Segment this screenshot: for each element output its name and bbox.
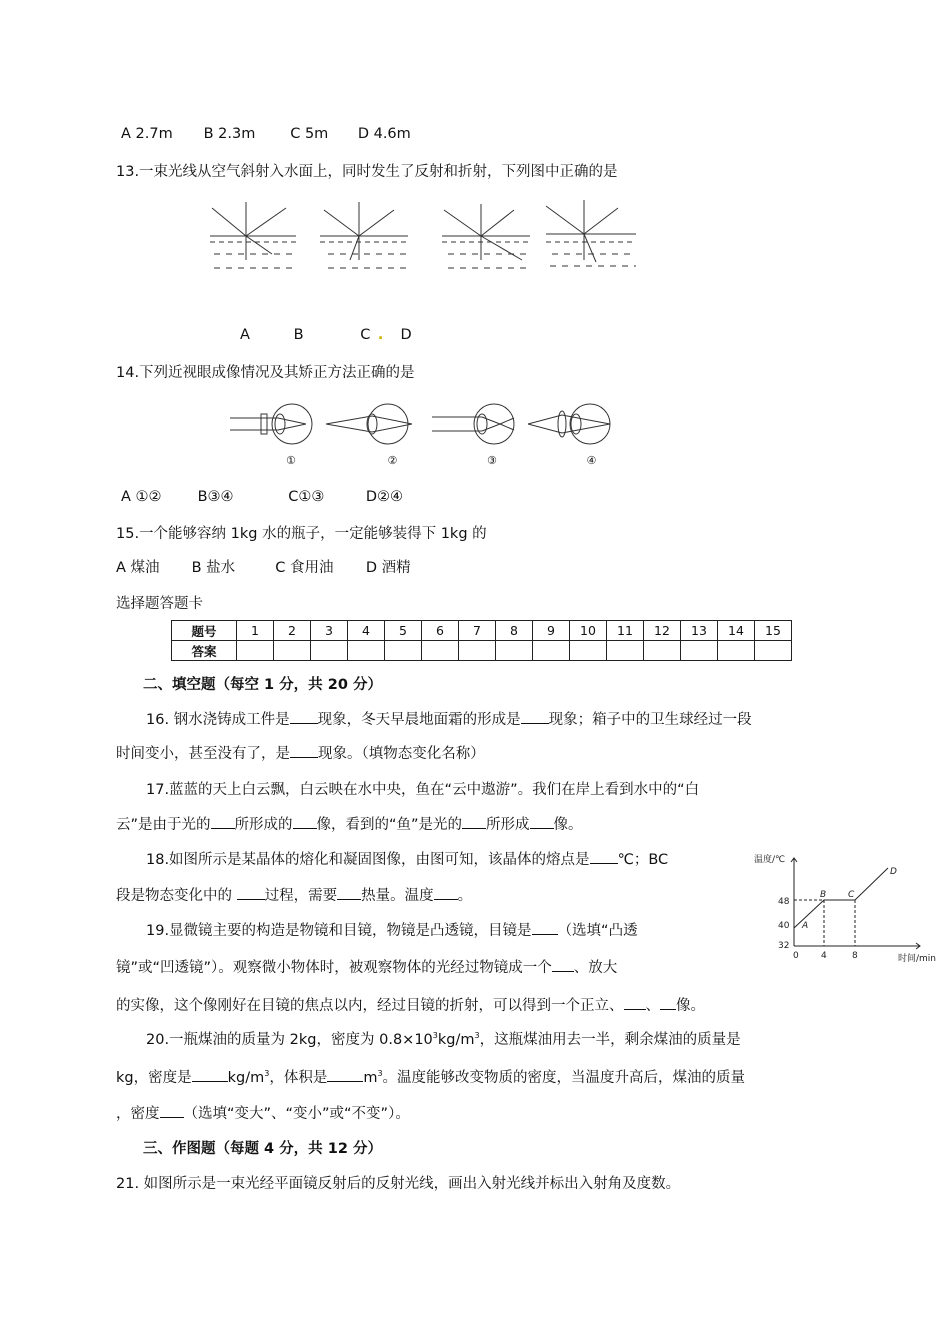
q20-blank-3[interactable] (160, 1103, 184, 1119)
graph-ytick-32: 32 (778, 941, 790, 951)
q16-line2 (116, 742, 485, 763)
q15-options (116, 556, 411, 577)
section2-heading: 二、填空题（每空 1 分，共 20 分） (143, 677, 382, 693)
q18-text-4: 过程，需要 (264, 888, 338, 904)
q16-blank-3[interactable] (290, 743, 318, 759)
q13-label-b: B (293, 327, 304, 343)
q17-blank-1[interactable] (211, 814, 235, 830)
graph-point-b: B (820, 890, 827, 900)
number-cell: 8 (496, 621, 533, 641)
q15-option-a: A 煤油 (116, 560, 160, 576)
q13-figures (200, 198, 650, 278)
q12-option-d: D 4.6m (357, 126, 411, 142)
q21-stem: 21. 如图所示是一束光经平面镜反射后的反射光线，画出入射光线并标出入射角及度数。 (116, 1176, 681, 1192)
q16-text-2: 现象，冬天早晨地面霜的形成是 (317, 712, 521, 728)
number-cell: 4 (348, 621, 385, 641)
q17-line1: 17.蓝蓝的天上白云飘，白云映在水中央，鱼在“云中遨游”。我们在岸上看到水中的“白 (146, 782, 700, 798)
q18-blank-4[interactable] (434, 885, 458, 901)
q18-text-2: ℃；BC (617, 852, 669, 868)
q15-option-d: D 酒精 (365, 560, 411, 576)
graph-ytick-40: 40 (778, 921, 790, 931)
q16-text-5: 现象。（填物态变化名称） (318, 746, 485, 762)
number-cell: 2 (274, 621, 311, 641)
row-header-number: 题号 (172, 621, 237, 641)
q14-option-a: A ①② (121, 489, 162, 505)
q17-blank-4[interactable] (530, 814, 554, 830)
q17-text-2: 所形成的 (234, 817, 293, 833)
q14-option-d: D②④ (365, 489, 403, 505)
answer-cell[interactable] (607, 641, 644, 661)
number-cell: 1 (237, 621, 274, 641)
q19-blank-2[interactable] (552, 957, 574, 973)
q20-text-9: ，密度 (116, 1106, 160, 1122)
q15-stem: 15.一个能够容纳 1kg 水的瓶子，一定能够装得下 1kg 的 (116, 526, 487, 542)
q16-blank-2[interactable] (521, 709, 549, 725)
answer-cell[interactable] (496, 641, 533, 661)
q16-text-4: 时间变小，甚至没有了，是 (116, 746, 290, 762)
row-header-answer: 答案 (172, 641, 237, 661)
q17-blank-3[interactable] (462, 814, 486, 830)
answer-card-answer-row (172, 641, 792, 661)
number-cell: 13 (681, 621, 718, 641)
q14-option-b: B③④ (197, 489, 234, 505)
q14-fig-1: ① (286, 454, 296, 467)
q19-line2 (116, 956, 617, 977)
q17-text-3: 像，看到的“鱼”是光的 (316, 817, 463, 833)
graph-point-d: D (890, 867, 897, 877)
q20-sup-1: 3 (432, 1031, 438, 1041)
answer-card-table (171, 620, 792, 661)
graph-ylabel: 温度/℃ (754, 855, 786, 865)
q20-blank-2[interactable] (327, 1067, 363, 1083)
q20-text-7: m (363, 1070, 378, 1086)
q14-option-c: C①③ (288, 489, 325, 505)
answer-cell[interactable] (718, 641, 755, 661)
q17-text-5: 像。 (553, 817, 583, 833)
answer-cell[interactable] (274, 641, 311, 661)
number-cell: 15 (755, 621, 792, 641)
q12-option-c: C 5m (290, 126, 329, 142)
q18-line1 (146, 848, 668, 869)
q14-options (121, 489, 403, 505)
q14-fig-3: ③ (487, 454, 497, 467)
q13-label-c: C (360, 327, 371, 343)
answer-cell[interactable] (348, 641, 385, 661)
graph-xtick-8: 8 (852, 951, 858, 961)
number-cell: 10 (570, 621, 607, 641)
number-cell: 12 (644, 621, 681, 641)
number-cell: 9 (533, 621, 570, 641)
number-cell: 5 (385, 621, 422, 641)
answer-cell[interactable] (237, 641, 274, 661)
number-cell: 3 (311, 621, 348, 641)
q18-blank-3[interactable] (337, 885, 361, 901)
q12-options (121, 126, 411, 142)
q19-text-5: 的实像，这个像刚好在目镜的焦点以内，经过目镜的折射，可以得到一个正立、 (116, 998, 624, 1014)
q19-text-6: 、 (645, 998, 660, 1014)
answer-cell[interactable] (570, 641, 607, 661)
q14-figure-labels (286, 454, 596, 467)
number-cell: 7 (459, 621, 496, 641)
q20-line2 (116, 1066, 745, 1087)
number-cell: 6 (422, 621, 459, 641)
q18-text-6: 。 (457, 888, 473, 904)
q13-label-d: D (400, 327, 412, 343)
q19-blank-3[interactable] (624, 995, 646, 1011)
answer-cell[interactable] (755, 641, 792, 661)
answer-cell[interactable] (311, 641, 348, 661)
q14-fig-4: ④ (586, 454, 597, 467)
q20-text-3: ，这瓶煤油用去一半，剩余煤油的质量是 (479, 1032, 741, 1048)
q17-text-1: 云”是由于光的 (116, 817, 211, 833)
q19-text-3: 镜”或“凹透镜”）。观察微小物体时，被观察物体的光经过物镜成一个 (116, 960, 552, 976)
answer-card-title: 选择题答题卡 (116, 596, 203, 612)
q16-blank-1[interactable] (290, 709, 318, 725)
q20-sup-2: 3 (474, 1031, 480, 1041)
q19-text-4: 、放大 (573, 960, 618, 976)
q18-text-5: 热量。温度 (361, 888, 434, 904)
q15-option-c: C 食用油 (275, 560, 334, 576)
answer-cell[interactable] (533, 641, 570, 661)
q20-sup-3: 3 (264, 1069, 270, 1079)
q13-stem: 13.一束光线从空气斜射入水面上，同时发生了反射和折射，下列图中正确的是 (116, 164, 618, 180)
q18-blank-2[interactable] (237, 885, 265, 901)
q19-line3 (116, 994, 705, 1015)
q20-text-5: kg/m (227, 1070, 265, 1086)
q20-blank-1[interactable] (192, 1067, 228, 1083)
q18-text-3: 段是物态变化中的 (116, 888, 237, 904)
q20-text-1: 20.一瓶煤油的质量为 2kg，密度为 0.8×10 (146, 1032, 433, 1048)
q20-text-2: kg/m (437, 1032, 475, 1048)
q16-text-1: 16. 钢水浇铸成工件是 (146, 712, 290, 728)
graph-xtick-0: 0 (793, 951, 799, 961)
q19-text-1: 19.显微镜主要的构造是物镜和目镜，物镜是凸透镜，目镜是 (146, 923, 532, 939)
answer-cell[interactable] (644, 641, 681, 661)
q15-option-b: B 盐水 (191, 560, 236, 576)
melting-graph (754, 850, 937, 968)
answer-cell[interactable] (385, 641, 422, 661)
q17-line2 (116, 813, 583, 834)
q20-text-6: ，体积是 (269, 1070, 328, 1086)
q19-line1 (146, 919, 638, 940)
q20-text-4: kg，密度是 (116, 1070, 192, 1086)
q18-line2 (116, 884, 472, 905)
q16-line1 (146, 708, 752, 729)
answer-cell[interactable] (459, 641, 496, 661)
q20-line3 (116, 1102, 410, 1123)
q19-blank-1[interactable] (532, 920, 558, 936)
q18-blank-1[interactable] (590, 849, 618, 865)
graph-point-c: C (848, 890, 855, 900)
q17-blank-2[interactable] (293, 814, 317, 830)
q12-option-a: A 2.7m (121, 126, 173, 142)
graph-xlabel: 时间/min (898, 954, 937, 964)
q20-line1 (146, 1028, 741, 1049)
q16-text-3: 现象；箱子中的卫生球经过一段 (548, 712, 752, 728)
q18-text-1: 18.如图所示是某晶体的熔化和凝固图像，由图可知，该晶体的熔点是 (146, 852, 590, 868)
q13-dot: . (377, 327, 384, 343)
answer-cell[interactable] (422, 641, 459, 661)
q19-text-2: （选填“凸透 (557, 923, 638, 939)
graph-ytick-48: 48 (778, 897, 790, 907)
section3-heading: 三、作图题（每题 4 分，共 12 分） (143, 1141, 382, 1157)
number-cell: 11 (607, 621, 644, 641)
q14-eye-figures (228, 402, 618, 448)
number-cell: 14 (718, 621, 755, 641)
q13-label-a: A (240, 327, 250, 343)
q12-option-b: B 2.3m (203, 126, 256, 142)
q20-text-8: 。温度能够改变物质的密度，当温度升高后，煤油的质量 (382, 1070, 746, 1086)
q14-stem: 14.下列近视眼成像情况及其矫正方法正确的是 (116, 365, 415, 381)
q17-text-4: 所形成 (486, 817, 530, 833)
q19-text-7: 像。 (676, 998, 705, 1014)
answer-cell[interactable] (681, 641, 718, 661)
q20-sup-4: 3 (377, 1069, 383, 1079)
graph-point-a: A (802, 921, 809, 931)
graph-xtick-4: 4 (821, 951, 827, 961)
answer-card-number-row (172, 621, 792, 641)
q13-labels (240, 327, 412, 343)
q20-text-10: （选填“变大”、“变小”或“不变”）。 (183, 1106, 410, 1122)
q14-fig-2: ② (387, 454, 398, 467)
q19-blank-4[interactable] (660, 995, 676, 1011)
